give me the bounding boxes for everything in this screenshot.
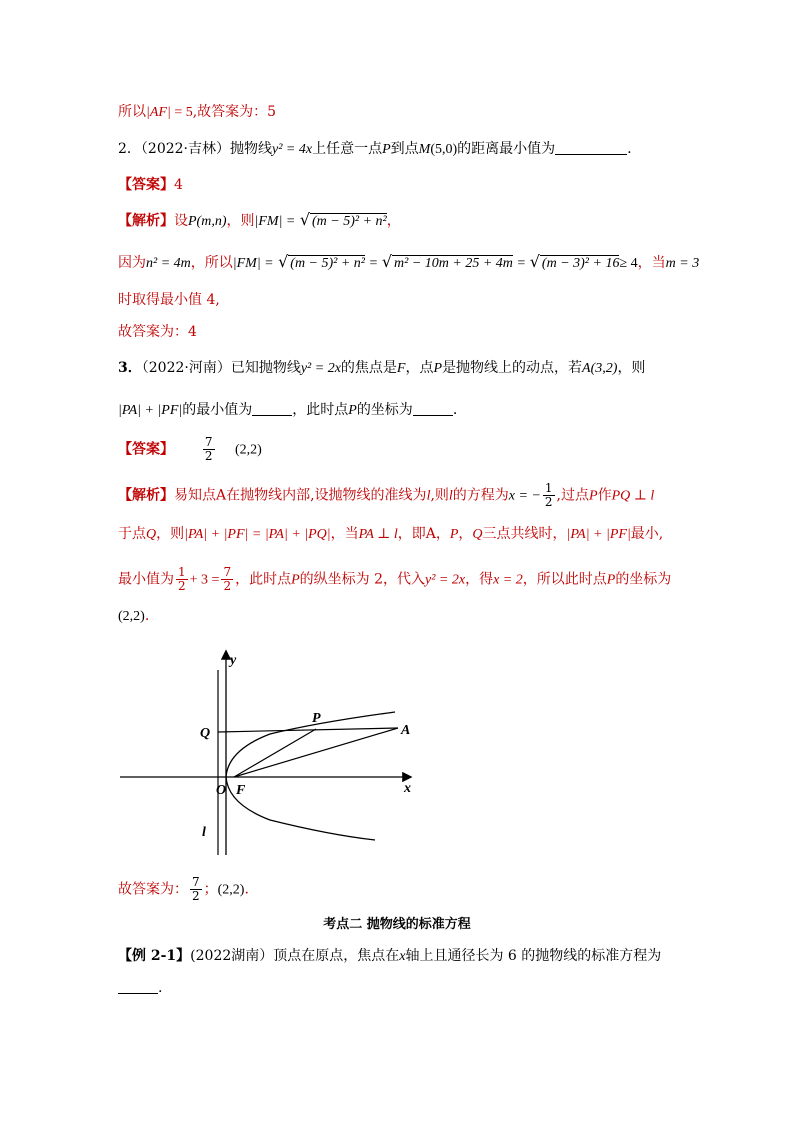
- math-p: P: [382, 142, 391, 157]
- text: ，当: [637, 255, 666, 271]
- math: Q: [472, 527, 483, 542]
- label-p: P: [312, 711, 321, 726]
- math: n² = 4m: [146, 256, 191, 271]
- math: |FM| =: [232, 256, 274, 271]
- text: 故答案为：: [118, 881, 188, 898]
- text: ，所以: [190, 255, 233, 271]
- solution-2-line-4: 故答案为：4: [118, 324, 197, 340]
- radical-icon: √: [299, 210, 311, 229]
- math: (2,2): [217, 882, 245, 898]
- question-3: [118, 358, 645, 379]
- text: 易知点A在抛物线内部,设抛物线的准线为: [174, 487, 427, 504]
- example-tag: 【例 2-1】: [118, 948, 191, 964]
- solution-3-line-1: [118, 482, 654, 509]
- math-radicand: (m − 5)² + n²: [290, 256, 366, 271]
- math: P: [589, 488, 598, 504]
- text: 的坐标为: [356, 402, 413, 418]
- math: Q: [146, 527, 157, 542]
- fraction: [190, 876, 202, 903]
- answer-tag: 【答案】: [118, 177, 174, 193]
- answer-line-1: [118, 102, 276, 123]
- math: P: [348, 403, 357, 418]
- solution-tag: 【解析】: [118, 213, 174, 229]
- text: .: [452, 402, 458, 418]
- fraction: [203, 436, 215, 463]
- text: ，则: [226, 213, 255, 229]
- solution-tag: 【解析】: [118, 487, 174, 504]
- text: ，: [458, 526, 473, 542]
- math: PA ⊥ l: [358, 527, 398, 542]
- text: 抛物线: [230, 141, 273, 157]
- math: F: [396, 361, 406, 376]
- math: P(m,n): [188, 214, 227, 229]
- solution-2-line-1: [118, 210, 401, 232]
- text: ，即A，: [397, 526, 450, 542]
- text: ；: [203, 881, 218, 898]
- answer-blank: [555, 140, 627, 155]
- fraction: [221, 566, 233, 593]
- numerator: 7: [204, 435, 213, 449]
- text: (2022湖南）顶点在原点，焦点在: [190, 948, 400, 964]
- question-3-line-2: [118, 400, 457, 421]
- text: 因为: [118, 255, 146, 271]
- text: 的纵坐标为 2，代入: [299, 571, 425, 588]
- label-x: x: [404, 781, 411, 796]
- math-radicand: m² − 10m + 25 + 4m: [394, 256, 513, 271]
- math: P: [606, 572, 616, 588]
- text: ，此时点: [235, 571, 292, 588]
- denominator: 2: [178, 579, 186, 593]
- math: P: [449, 527, 459, 542]
- question-source: （2022·吉林）: [140, 141, 231, 157]
- example-2-1-line-2: [118, 978, 162, 998]
- text: .: [244, 881, 249, 898]
- math: l: [426, 488, 431, 504]
- text: ，得: [465, 571, 494, 588]
- numerator: 7: [192, 875, 200, 889]
- math: (2,2): [235, 442, 262, 458]
- answer-tag: 【答案】: [118, 441, 174, 458]
- text: 的距离最小值为: [457, 141, 556, 157]
- text: ,故答案为：5: [192, 104, 277, 120]
- segment-fa: [234, 728, 398, 777]
- math: PQ ⊥ l: [611, 488, 655, 504]
- text: 的焦点是: [340, 360, 397, 376]
- answer-2: [118, 175, 183, 195]
- text: ，则: [156, 526, 185, 542]
- math: |FM| =: [254, 214, 296, 229]
- text: 是抛物线上的动点，若: [442, 360, 583, 376]
- text: ，当: [330, 526, 359, 542]
- math: P: [433, 361, 443, 376]
- math-m: M: [418, 142, 431, 157]
- text: 三点共线时，: [482, 526, 567, 542]
- math: |PA| + |PF|: [118, 403, 183, 418]
- denominator: 2: [192, 889, 200, 903]
- question-source: （2022·河南）: [141, 360, 231, 376]
- label-l: l: [202, 825, 206, 840]
- numerator: 7: [223, 565, 232, 579]
- math: x = −: [508, 488, 541, 504]
- math: |PA| + |PF| = |PA| + |PQ|: [184, 527, 331, 542]
- label-f: F: [236, 783, 246, 798]
- section-title: 考点二 抛物线的标准方程: [323, 917, 471, 932]
- question-2: [118, 139, 632, 160]
- numerator: 1: [544, 481, 553, 495]
- text: ,过点: [556, 487, 589, 504]
- text: 于点: [118, 526, 146, 542]
- label-q: Q: [200, 726, 211, 741]
- math: m = 3: [665, 256, 700, 271]
- fraction: [176, 566, 188, 593]
- text: ，此时点: [292, 402, 349, 418]
- label-o: O: [216, 783, 227, 798]
- text: ，: [386, 213, 401, 229]
- example-2-1: [118, 946, 661, 967]
- question-number: 3．: [118, 360, 142, 376]
- segment-fp: [234, 729, 316, 777]
- solution-2-line-2: 因为n² = 4m，所以|FM| = √ (m − 5)² + n² = √ m² − 10m + 25 + 4m = √ (m − 3)² + 16≥ 4，当m = 3: [118, 252, 700, 271]
- radical-icon: √: [278, 252, 289, 271]
- math: x: [399, 949, 406, 964]
- fraction: [543, 482, 555, 509]
- text: 所以: [118, 104, 146, 120]
- math: x = 2: [493, 572, 523, 588]
- math: A(3,2): [582, 361, 618, 376]
- math-eq: = 5: [170, 105, 193, 120]
- denominator: 2: [544, 495, 553, 509]
- math-radicand: (m − 3)² + 16: [541, 256, 620, 271]
- text: ，点: [405, 360, 434, 376]
- answer-blank: [413, 401, 453, 416]
- text: 上任意一点: [312, 141, 383, 157]
- solution-2-line-3: 时取得最小值 4,: [118, 292, 220, 308]
- math: + 3 =: [189, 572, 220, 588]
- numerator: 1: [178, 565, 186, 579]
- answer-blank: [118, 979, 158, 994]
- text: 的坐标为: [615, 571, 672, 588]
- text: 最小值为: [118, 571, 174, 588]
- denominator: 2: [204, 449, 213, 463]
- answer-blank: [252, 401, 292, 416]
- text: 作: [597, 487, 612, 504]
- text: 设: [174, 213, 188, 229]
- math: y² = 2x: [425, 572, 466, 588]
- text: ,则: [430, 487, 449, 504]
- math-af: |AF|: [146, 105, 171, 120]
- solution-3-line-2: [118, 524, 663, 545]
- label-y: y: [230, 653, 237, 668]
- solution-3-line-3: [118, 566, 671, 593]
- answer-value: 4: [174, 177, 183, 193]
- math-radicand: (m − 5)² + n²: [312, 214, 387, 229]
- final-answer-3: [118, 876, 249, 903]
- answer-3: [118, 436, 262, 463]
- solution-3-line-4: [118, 606, 149, 627]
- math-equation: y² = 4x: [272, 142, 313, 157]
- math: l: [448, 488, 453, 504]
- text: .: [627, 141, 632, 157]
- text: 到点: [390, 141, 419, 157]
- text: 的方程为: [452, 487, 509, 504]
- segment-qa: [218, 728, 398, 732]
- text: ，所以此时点: [522, 571, 607, 588]
- math: |PA| + |PF|: [566, 527, 631, 542]
- text: 轴上且通径长为 6 的抛物线的标准方程为: [405, 948, 662, 964]
- text: ，则: [617, 360, 646, 376]
- text: .: [158, 980, 163, 996]
- question-number: 2．: [118, 141, 141, 157]
- math: y² = 2x: [300, 361, 341, 376]
- text: .: [144, 608, 150, 624]
- math: (2,2): [118, 609, 145, 624]
- radical-icon: √: [529, 252, 540, 271]
- text: 已知抛物线: [230, 360, 301, 376]
- denominator: 2: [223, 579, 232, 593]
- radical-icon: √: [381, 252, 393, 271]
- parabola-graph: [120, 640, 420, 860]
- text: 最小,: [630, 526, 664, 542]
- label-a: A: [401, 723, 411, 738]
- text: 的最小值为: [182, 402, 253, 418]
- math: ≥ 4: [619, 256, 638, 271]
- math: P: [291, 572, 300, 588]
- math-coord: (5,0): [430, 142, 458, 157]
